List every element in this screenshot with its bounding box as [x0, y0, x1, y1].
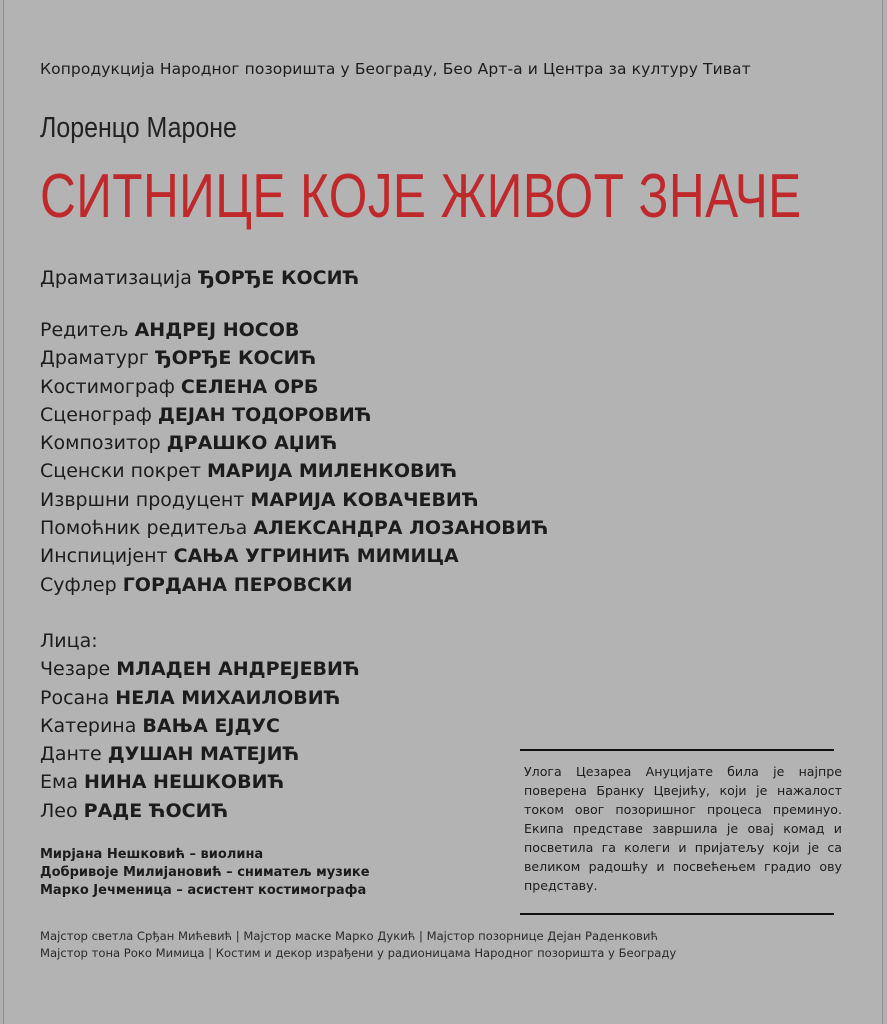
author-name: Лоренцо Мароне	[40, 112, 237, 144]
credit-name: ЂОРЂЕ КОСИЋ	[197, 267, 360, 289]
additional-credits	[40, 846, 370, 900]
crew-item: Извршни продуцент МАРИЈА КОВАЧЕВИЋ	[40, 488, 479, 511]
credit-line: Мајстор тона Роко Мимица | Костим и декор израђени у радионицама Народног позоришта у Београду	[40, 946, 677, 960]
dramatization-credit	[40, 264, 359, 292]
credit-line: Мајстор светла Срђан Мићевић | Мајстор маске Марко Дукић | Мајстор позорнице Дејан Раденковић	[40, 929, 658, 943]
cast-item: Данте ДУШАН МАТЕЈИЋ	[40, 743, 300, 766]
cast-item: Катерина ВАЊА ЕЈДУС	[40, 714, 280, 737]
note-top-rule	[520, 749, 834, 751]
cast-item: Росана НЕЛА МИХАИЛОВИЋ	[40, 686, 341, 709]
cast-item: Ема НИНА НЕШКОВИЋ	[40, 771, 285, 794]
crew-item: Сценски покрет МАРИЈА МИЛЕНКОВИЋ	[40, 460, 458, 483]
crew-item: Помоћник редитеља АЛЕКСАНДРА ЛОЗАНОВИЋ	[40, 517, 549, 540]
crew-item: Костимограф СЕЛЕНА ОРБ	[40, 375, 319, 398]
coproduction-line: Копродукција Народног позоришта у Београду, Бео Арт-а и Центра за културу Тиват	[40, 60, 751, 78]
note-bottom-rule	[520, 913, 834, 915]
program-page	[3, 0, 883, 1024]
crew-list	[40, 316, 548, 599]
cast-list	[40, 627, 360, 825]
crew-item: Драматург ЂОРЂЕ КОСИЋ	[40, 347, 317, 370]
credit-line: Марко Јечменица – асистент костимографа	[40, 883, 367, 898]
cast-item: Чезаре МЛАДЕН АНДРЕЈЕВИЋ	[40, 658, 360, 681]
crew-item: Редитељ АНДРЕЈ НОСОВ	[40, 319, 300, 341]
credit-role: Драматизација	[40, 267, 192, 289]
crew-item: Сценограф ДЕЈАН ТОДОРОВИЋ	[40, 403, 372, 426]
credit-line: Мирјана Нешковић – виолина	[40, 847, 264, 862]
crew-item: Инспицијент САЊА УГРИНИЋ МИМИЦА	[40, 545, 459, 568]
dedication-note: Улога Цезареа Ануцијате била је најпре поверена Бранку Цвејићу, који је нажалост током овог позоришног процеса преминуо. Екипа представе завршила је овај комад и посветила га колеги и пријатељу који је са великом радошћу и посвећењем градио ову представу.	[524, 764, 842, 893]
credit-line: Добривоје Милијановић – сниматељ музике	[40, 865, 370, 880]
play-title: СИТНИЦЕ КОЈЕ ЖИВОТ ЗНАЧЕ	[40, 162, 802, 231]
cast-header: Лица:	[40, 630, 98, 652]
crew-item: Суфлер ГОРДАНА ПЕРОВСКИ	[40, 573, 353, 596]
technical-credits	[40, 928, 676, 962]
crew-item: Композитор ДРАШКО АЏИЋ	[40, 432, 338, 455]
cast-item: Лео РАДЕ ЋОСИЋ	[40, 799, 229, 822]
